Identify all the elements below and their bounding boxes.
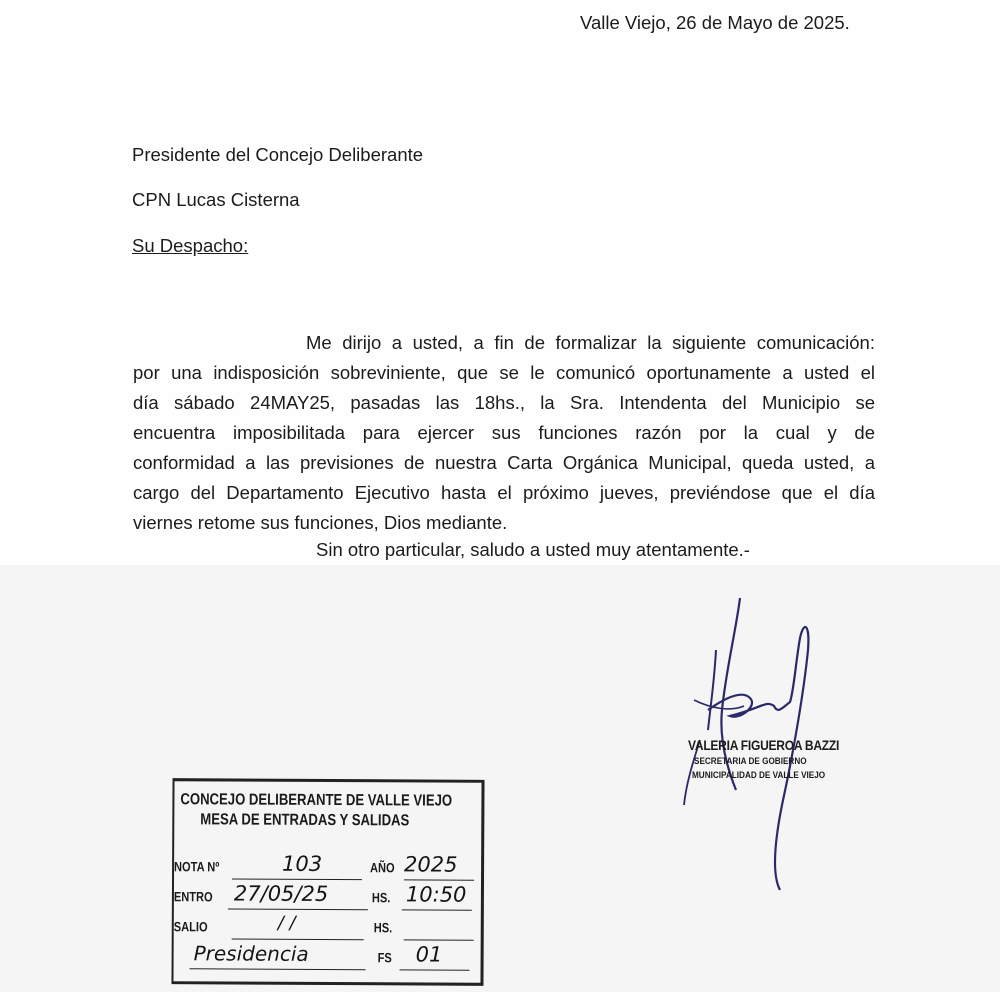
salio-label: SALIO — [173, 919, 208, 935]
body-line: por una indisposición sobreviniente, que se le comunicó oportunamente a usted el — [133, 362, 875, 383]
reception-stamp — [171, 778, 484, 986]
stamp-subtitle: MESA DE ENTRADAS Y SALIDAS — [200, 811, 410, 830]
recipient-title: Presidente del Concejo Deliberante — [132, 144, 424, 165]
body-line: conformidad a las previsiones de nuestra Carta Orgánica Municipal, queda usted, a — [133, 452, 875, 473]
salio-value: / / — [277, 912, 296, 934]
recipient-name: CPN Lucas Cisterna — [132, 189, 300, 210]
body-line: viernes retome sus funciones, Dios mediante. — [133, 512, 508, 533]
salio-rule — [232, 938, 364, 940]
fs-label: FS — [377, 950, 392, 966]
signatory-role: SECRETARIA DE GOBIERNO — [694, 756, 807, 767]
hs2-label: HS. — [373, 920, 393, 936]
anio-value: 2025 — [404, 852, 458, 877]
place-date: Valle Viejo, 26 de Mayo de 2025. — [580, 12, 850, 33]
closing-line: Sin otro particular, saludo a usted muy atentamente.- — [316, 539, 750, 560]
lower-scan-area — [0, 565, 1000, 992]
hs2-rule — [404, 939, 474, 940]
body-line: cargo del Departamento Ejecutivo hasta el próximo jueves, previéndose que el día — [133, 482, 875, 503]
destino-rule — [190, 968, 366, 970]
nota-label: NOTA Nº — [174, 859, 220, 875]
stamp-title: CONCEJO DELIBERANTE DE VALLE VIEJO — [180, 791, 453, 810]
hs-rule — [402, 909, 472, 910]
anio-label: AÑO — [370, 860, 395, 876]
entro-value: 27/05/25 — [233, 881, 329, 907]
nota-value: 103 — [282, 851, 323, 876]
entro-rule — [228, 908, 368, 910]
anio-rule — [404, 879, 474, 880]
hs-label: HS. — [371, 890, 391, 906]
signatory-name: VALERIA FIGUEROA BAZZI — [688, 737, 840, 753]
recipient-office: Su Despacho: — [132, 235, 249, 256]
signatory-organization: MUNICIPALIDAD DE VALLE VIEJO — [692, 770, 826, 781]
body-line: Me dirijo a usted, a fin de formalizar la siguiente comunicación: — [306, 332, 875, 353]
destino-value: Presidencia — [193, 941, 309, 966]
nota-rule — [232, 878, 362, 880]
fs-value: 01 — [415, 942, 443, 967]
entro-label: ENTRO — [173, 889, 213, 905]
fs-rule — [400, 969, 470, 970]
letter-body — [133, 328, 875, 538]
body-line: día sábado 24MAY25, pasadas las 18hs., la Sra. Intendenta del Municipio se — [133, 392, 875, 413]
body-line: encuentra imposibilitada para ejercer sus funciones razón por la cual y de — [133, 422, 875, 443]
hs-value: 10:50 — [405, 882, 467, 907]
